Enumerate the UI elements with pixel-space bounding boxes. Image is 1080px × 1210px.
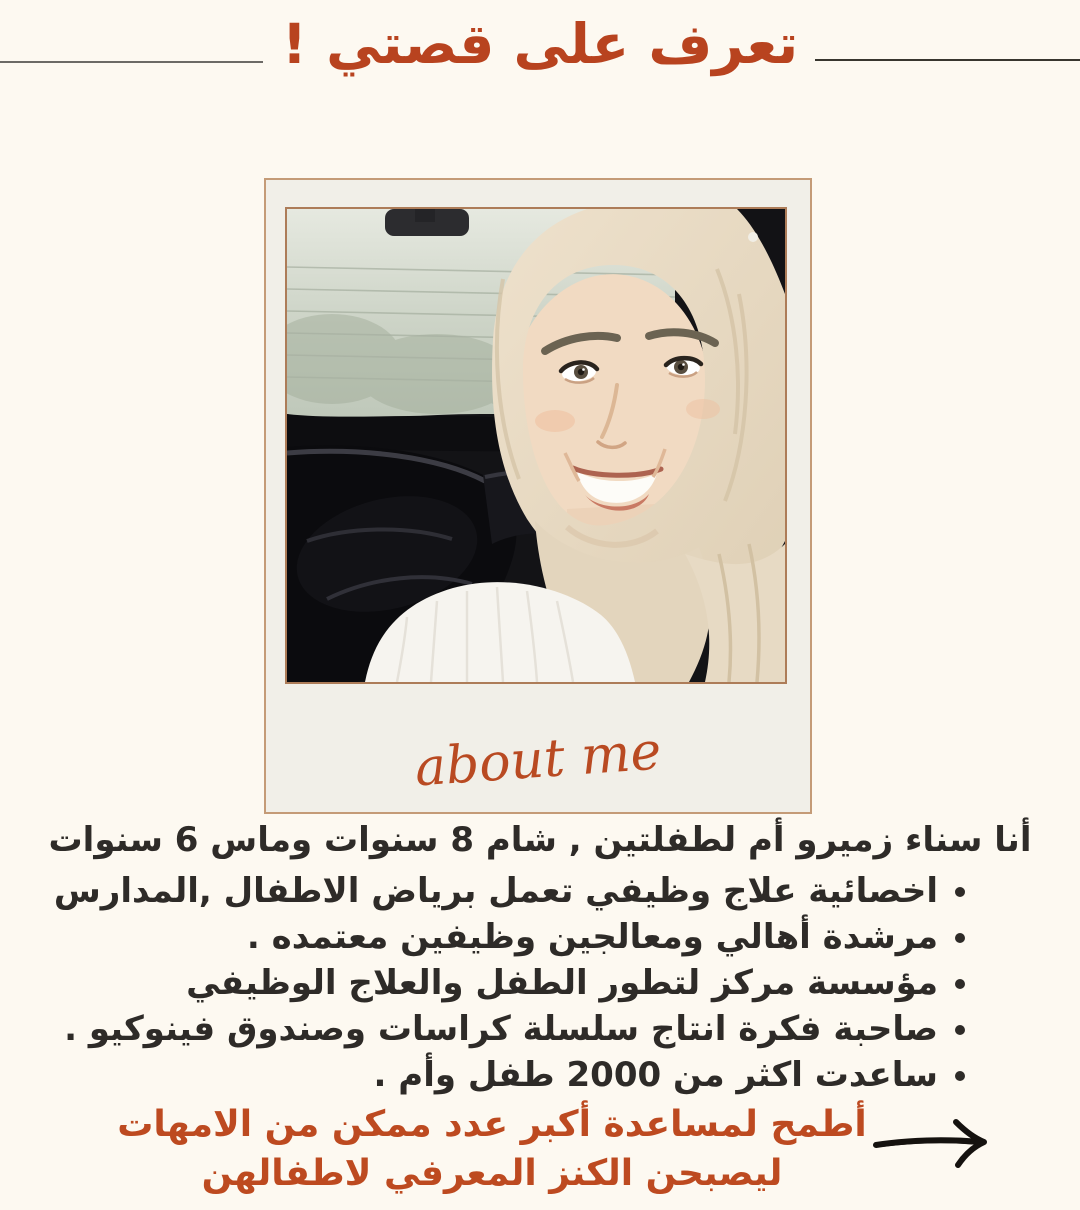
polaroid-card [264, 178, 812, 814]
page-title: تعرف على قصتي ! [281, 12, 799, 76]
profile-photo-illustration [287, 209, 785, 682]
bullet-list [54, 868, 972, 1098]
about-me-caption: about me [412, 721, 664, 799]
right-arrow-icon [868, 1112, 1008, 1174]
outro-line-2: ليصبحن الكنز المعرفي لاطفالهن [201, 1153, 783, 1194]
bullet-item: • ساعدت اكثر من 2000 طفل وأم . [54, 1052, 938, 1098]
profile-photo [285, 207, 787, 684]
intro-text: أنا سناء زميرو أم لطفلتين , شام 8 سنوات وماس 6 سنوات [48, 820, 1032, 860]
bullet-item: • مرشدة أهالي ومعالجين وظيفين معتمده . [54, 914, 938, 960]
bullet-item: • اخصائية علاج وظيفي تعمل برياض الاطفال ,المدارس [54, 868, 938, 914]
outro-text [0, 1100, 984, 1198]
bullet-item: • صاحبة فكرة انتاج سلسلة كراسات وصندوق فينوكيو . [54, 1006, 938, 1052]
bullet-item: • مؤسسة مركز لتطور الطفل والعلاج الوظيفي [54, 960, 938, 1006]
outro-line-1: أطمح لمساعدة أكبر عدد ممكن من الامهات [117, 1104, 867, 1145]
